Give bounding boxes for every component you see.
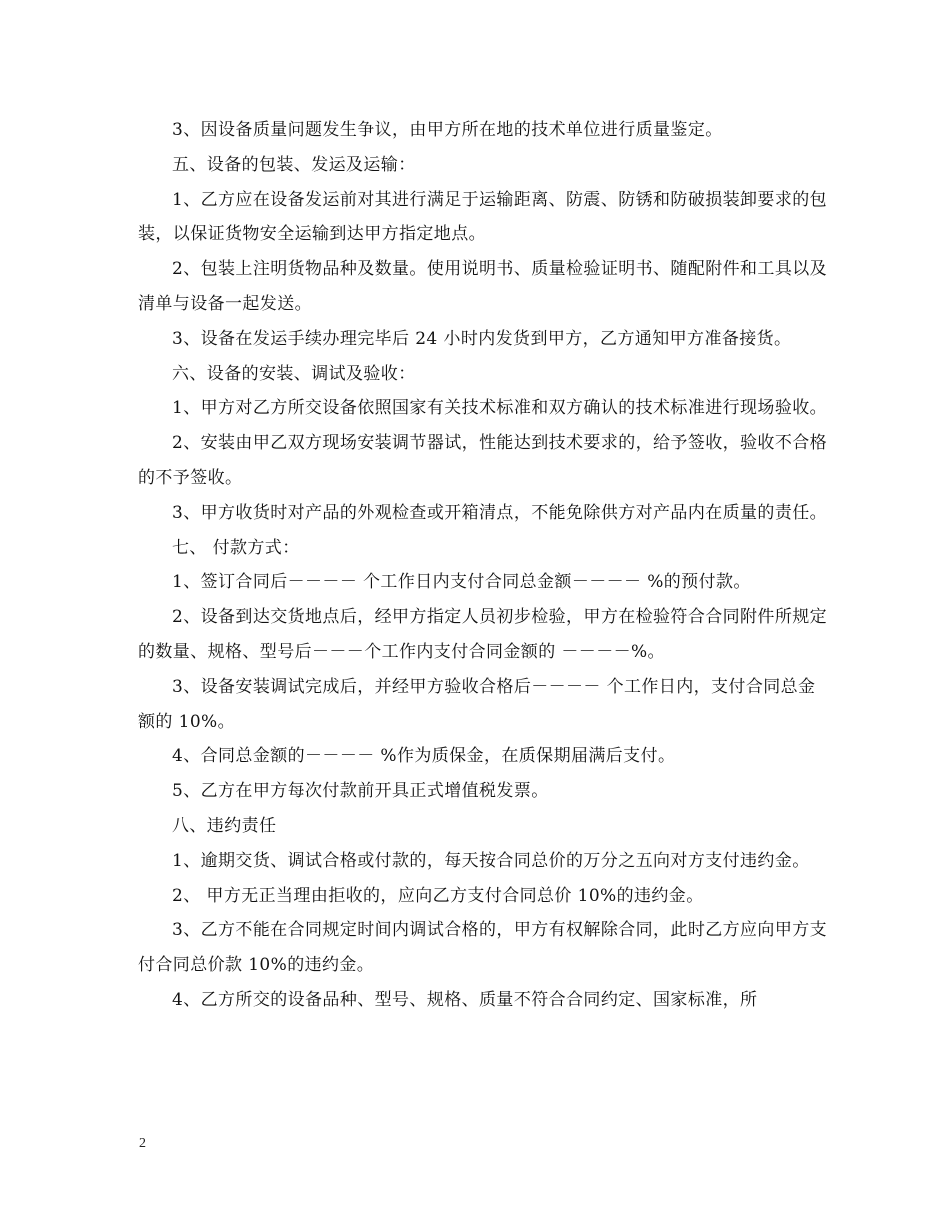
paragraph: 2、安装由甲乙双方现场安装调节器试，性能达到技术要求的，给予签收，验收不合格的不予签收。 [138, 433, 828, 488]
paragraph: 2、设备到达交货地点后，经甲方指定人员初步检验，甲方在检验符合合同附件所规定的数量、规格、型号后－－－个工作内支付合同金额的 －－－－%。 [138, 607, 828, 662]
paragraph: 1、甲方对乙方所交设备依照国家有关技术标准和双方确认的技术标准进行现场验收。 [172, 398, 828, 419]
paragraph: 1、逾期交货、调试合格或付款的，每天按合同总价的万分之五向对方支付违约金。 [172, 850, 810, 871]
paragraph: 2、包装上注明货物品种及数量。使用说明书、质量检验证明书、随配附件和工具以及清单与设备一起发送。 [138, 259, 828, 314]
paragraph: 3、设备安装调试完成后，并经甲方验收合格后－－－－ 个工作日内，支付合同总金额的 10%。 [138, 676, 816, 732]
paragraph: 5、乙方在甲方每次付款前开具正式增值税发票。 [172, 781, 549, 802]
paragraph: 1、签订合同后－－－－ 个工作日内支付合同总金额－－－－ %的预付款。 [172, 572, 751, 593]
paragraph: 3、乙方不能在合同规定时间内调试合格的，甲方有权解除合同，此时乙方应向甲方支付合同总价款 10%的违约金。 [138, 920, 828, 976]
paragraph: 4、合同总金额的－－－－ %作为质保金，在质保期届满后支付。 [172, 746, 676, 767]
section-heading: 五、设备的包装、发运及运输： [172, 154, 416, 175]
paragraph: 3、设备在发运手续办理完毕后 24 小时内发货到甲方，乙方通知甲方准备接货。 [172, 328, 792, 349]
paragraph: 3、因设备质量问题发生争议，由甲方所在地的技术单位进行质量鉴定。 [172, 120, 723, 140]
paragraph: 2、 甲方无正当理由拒收的，应向乙方支付合同总价 10%的违约金。 [172, 885, 704, 906]
section-heading: 八、违约责任 [172, 815, 277, 836]
section-heading: 六、设备的安装、调试及验收： [172, 363, 416, 384]
document-body [138, 113, 828, 1018]
page-number: 2 [139, 1136, 146, 1151]
paragraph: 3、甲方收货时对产品的外观检查或开箱清点，不能免除供方对产品内在质量的责任。 [172, 502, 828, 523]
section-heading: 七、 付款方式： [172, 537, 300, 558]
paragraph: 1、乙方应在设备发运前对其进行满足于运输距离、防震、防锈和防破损装卸要求的包装，以保证货物安全运输到达甲方指定地点。 [138, 189, 828, 245]
paragraph: 4、乙方所交的设备品种、型号、规格、质量不符合合同约定、国家标准，所 [172, 989, 758, 1010]
